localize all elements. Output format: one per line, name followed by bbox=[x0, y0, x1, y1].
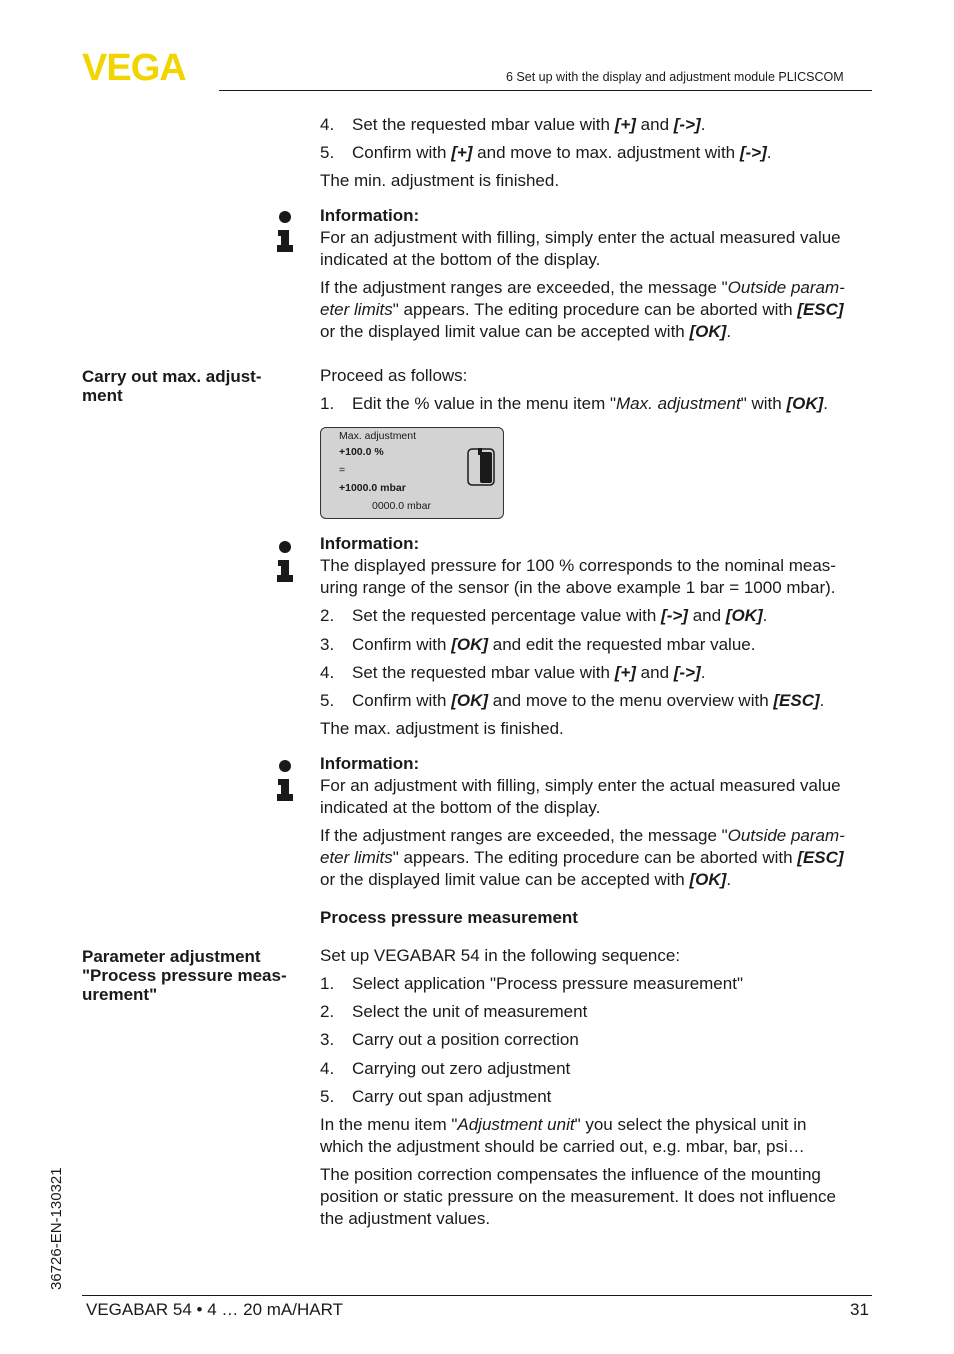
list-item: 5. Confirm with [OK] and move to the menu overview with [ESC]. bbox=[320, 691, 825, 710]
side-heading-max-adjustment: Carry out max. adjust- ment bbox=[82, 367, 262, 405]
info-text: For an adjustment with filling, simply enter the actual measured value indicated at the bottom of the display. bbox=[320, 228, 841, 269]
list-item: 1. Edit the % value in the menu item "Max. adjustment" with [OK]. bbox=[320, 394, 829, 413]
footer-divider bbox=[82, 1295, 872, 1296]
position-paragraph: The position correction compensates the influence of the mounting position or static pressure on the measurement. It does not influence the adjustment values. bbox=[320, 1165, 836, 1228]
info-title: Information: bbox=[320, 754, 420, 773]
logo-text: VEGA bbox=[82, 50, 186, 82]
display-measured: 0000.0 mbar bbox=[372, 500, 431, 512]
list-item: 2. Select the unit of measurement bbox=[320, 1002, 588, 1021]
info-icon bbox=[276, 540, 294, 587]
min-finished-text: The min. adjustment is finished. bbox=[320, 171, 560, 190]
list-item: 4. Set the requested mbar value with [+] and [->]. bbox=[320, 115, 706, 134]
chapter-title: 6 Set up with the display and adjustment module PLICSCOM bbox=[506, 70, 844, 84]
page-number: 31 bbox=[850, 1300, 869, 1319]
vessel-icon bbox=[467, 448, 495, 486]
list-item: 4. Carrying out zero adjustment bbox=[320, 1059, 571, 1078]
max-finished-text: The max. adjustment is finished. bbox=[320, 719, 564, 738]
header-divider bbox=[219, 90, 872, 91]
list-item: 3. Confirm with [OK] and edit the requested mbar value. bbox=[320, 635, 756, 654]
vega-logo bbox=[82, 50, 212, 87]
side-heading-parameter-adjustment: Parameter adjustment "Process pressure meas- urement" bbox=[82, 947, 287, 1004]
list-item: 5. Carry out span adjustment bbox=[320, 1087, 552, 1106]
lcd-display bbox=[320, 427, 504, 519]
display-percent: +100.0 % bbox=[339, 446, 384, 458]
list-item: 3. Carry out a position correction bbox=[320, 1030, 579, 1049]
unit-paragraph: In the menu item "Adjustment unit" you select the physical unit in which the adjustment should be carried out, e.g. mbar, bar, psi… bbox=[320, 1115, 807, 1156]
document-number: 36726-EN-130321 bbox=[48, 1167, 65, 1290]
info-text: If the adjustment ranges are exceeded, the message "Outside param- eter limits" appears. The editing procedure can be aborted with [ESC] or the displayed limit value can be accepted with [OK]. bbox=[320, 278, 845, 341]
list-item: 5. Confirm with [+] and move to max. adjustment with [->]. bbox=[320, 143, 772, 162]
list-item: 4. Set the requested mbar value with [+] and [->]. bbox=[320, 663, 706, 682]
info-text: The displayed pressure for 100 % corresponds to the nominal meas- uring range of the sensor (in the above example 1 bar = 1000 mbar). bbox=[320, 556, 836, 597]
info-icon bbox=[276, 210, 294, 257]
info-title: Information: bbox=[320, 206, 420, 225]
product-name: VEGABAR 54 • 4 … 20 mA/HART bbox=[86, 1300, 343, 1319]
display-value: +1000.0 mbar bbox=[339, 482, 406, 494]
list-item: 1. Select application "Process pressure measurement" bbox=[320, 974, 743, 993]
info-title: Information: bbox=[320, 534, 420, 553]
info-icon bbox=[276, 759, 294, 806]
info-text: If the adjustment ranges are exceeded, the message "Outside param- eter limits" appears. The editing procedure can be aborted with [ESC] or the displayed limit value can be accepted with [OK]. bbox=[320, 826, 845, 889]
list-item: 2. Set the requested percentage value with [->] and [OK]. bbox=[320, 606, 768, 625]
display-title: Max. adjustment bbox=[339, 430, 417, 442]
section-heading: Process pressure measurement bbox=[320, 908, 578, 927]
setup-intro: Set up VEGABAR 54 in the following sequence: bbox=[320, 946, 681, 965]
display-equals: = bbox=[339, 464, 346, 476]
info-text: For an adjustment with filling, simply enter the actual measured value indicated at the bottom of the display. bbox=[320, 776, 841, 817]
proceed-text: Proceed as follows: bbox=[320, 366, 468, 385]
